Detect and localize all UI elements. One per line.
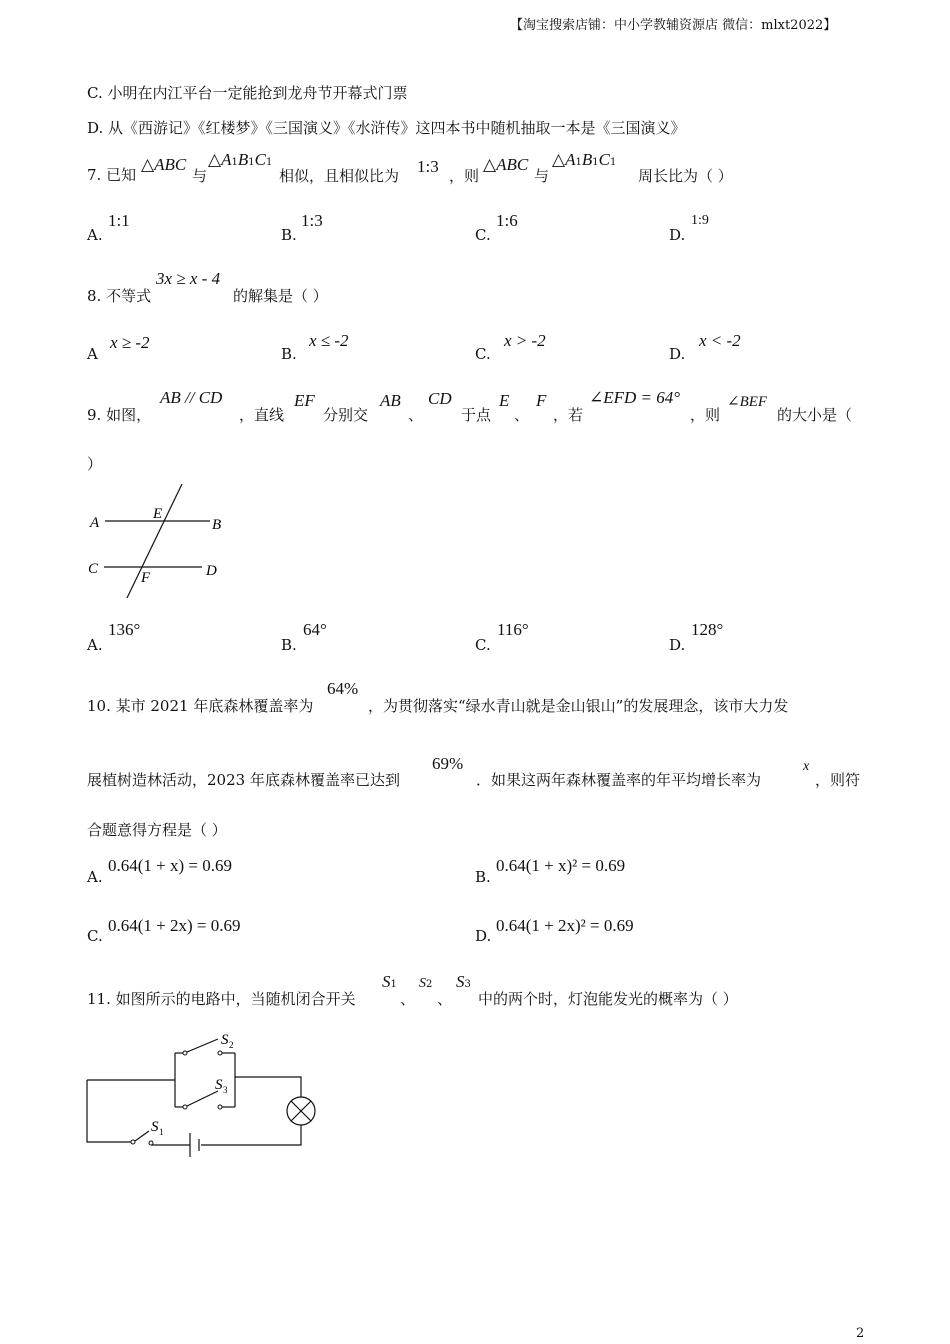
label-f: F <box>141 570 151 586</box>
q7-with: 与 <box>192 167 208 185</box>
q9-point-f: F <box>536 391 547 410</box>
s2-contact-right <box>218 1051 222 1055</box>
s3-contact-left <box>183 1105 187 1109</box>
wire-left <box>87 1080 131 1142</box>
q7-option-d-label: D. <box>669 226 686 244</box>
q9-option-d-label: D. <box>669 636 686 654</box>
q7-option-a-label: A. <box>87 226 103 244</box>
q9-ef: EF <box>294 391 315 410</box>
q10-text-3: ．如果这两年森林覆盖率的年平均增长率为 <box>476 771 762 789</box>
q8-option-a-label: A <box>87 345 98 363</box>
q10-option-b-value: 0.64(1 + x)² = 0.69 <box>496 856 626 875</box>
label-s2-sub: 2 <box>229 1040 234 1050</box>
q9-figure <box>85 478 235 603</box>
q9-text-at: 于点 <box>461 406 492 424</box>
q10-text-1: ，为贯彻落实“绿水青山就是金山银山”的发展理念，该市大力发 <box>368 697 789 715</box>
q9-option-c-label: C. <box>475 636 491 654</box>
q11-switch-s1: S1 <box>382 972 397 991</box>
q7-option-c-label: C. <box>475 226 491 244</box>
q9-text-then: ，则 <box>690 406 721 424</box>
q8-option-b-value: x ≤ -2 <box>309 331 349 350</box>
q7-text-then: ，则 <box>449 167 480 185</box>
label-e: E <box>153 506 163 522</box>
q7-with-2: 与 <box>534 167 550 185</box>
q9-number: 9. 如图， <box>87 406 152 424</box>
q9-option-a-label: A. <box>87 636 103 654</box>
q10-text-4: ，则符 <box>815 771 861 789</box>
q7-number: 7. 已知 <box>87 166 137 184</box>
q7-ratio: 1:3 <box>417 157 439 176</box>
q7-triangle-abc: △ABC <box>141 155 187 174</box>
q7-option-b-label: B. <box>281 226 297 244</box>
q10-number: 10. 某市 2021 年底森林覆盖率为 <box>87 697 314 715</box>
q8-option-c-label: C. <box>475 345 491 363</box>
page-number: 2 <box>856 1326 865 1341</box>
q6-option-c: C. 小明在内江平台一定能抢到龙舟节开幕式门票 <box>87 84 408 102</box>
s1-blade <box>135 1131 149 1141</box>
label-c: C <box>88 561 99 577</box>
q7-triangle-abc-2: △ABC <box>483 155 529 174</box>
label-s2: S <box>221 1032 229 1048</box>
q11-switch-s2: S2 <box>419 976 433 991</box>
q8-option-a-value: x ≥ -2 <box>110 333 150 352</box>
q10-percent-64: 64% <box>327 679 359 698</box>
q9-tail-close: ） <box>87 455 103 473</box>
q6-option-d: D. 从《西游记》《红楼梦》《三国演义》《水浒传》这四本书中随机抽取一本是《三国演义》 <box>87 119 686 137</box>
q9-option-b-value: 64° <box>303 620 327 639</box>
q10-option-d-label: D. <box>475 927 492 945</box>
wire-top-right <box>235 1077 301 1097</box>
page-header: 【淘宝搜索店铺：中小学教辅资源店 微信：mlxt2022】 <box>510 18 837 33</box>
q7-triangle-a1b1c1: △A1B1C1 <box>208 150 273 169</box>
label-s1: S <box>151 1119 159 1135</box>
q8-option-c-value: x > -2 <box>504 331 546 350</box>
q10-variable-x: x <box>803 759 810 774</box>
label-s1-sub: 1 <box>159 1127 164 1137</box>
q11-switch-s3: S3 <box>456 972 471 991</box>
q10-option-b-label: B. <box>475 868 491 886</box>
q9-option-c-value: 116° <box>497 620 529 639</box>
q10-option-d-value: 0.64(1 + 2x)² = 0.69 <box>496 916 634 935</box>
q10-percent-69: 69% <box>432 754 464 773</box>
q8-number: 8. 不等式 <box>87 287 152 305</box>
q8-option-d-label: D. <box>669 345 686 363</box>
q9-option-a-value: 136° <box>108 620 141 639</box>
q9-cd: CD <box>428 389 452 408</box>
q7-option-b-value: 1:3 <box>301 211 323 230</box>
q9-sep-1: 、 <box>408 406 424 424</box>
q9-text-line: ，直线 <box>239 406 285 424</box>
q9-angle-efd: ∠EFD = 64° <box>589 388 681 407</box>
q10-option-a-label: A. <box>87 868 103 886</box>
q9-text-intersect: 分别交 <box>323 406 369 424</box>
q9-parallel: AB // CD <box>160 388 223 407</box>
q10-text-5: 合题意得方程是（ ） <box>87 821 227 839</box>
s2-blade <box>187 1039 218 1052</box>
q9-text-if: ，若 <box>553 406 584 424</box>
label-a: A <box>90 515 100 531</box>
q10-option-c-label: C. <box>87 927 103 945</box>
q8-option-b-label: B. <box>281 345 297 363</box>
q10-option-a-value: 0.64(1 + x) = 0.69 <box>108 856 232 875</box>
q9-point-e: E <box>499 391 510 410</box>
s1-contact-right <box>149 1141 153 1145</box>
q7-option-d-value: 1:9 <box>691 213 709 228</box>
q11-tail: 中的两个时，灯泡能发光的概率为（ ） <box>478 990 738 1008</box>
q11-sep-1: 、 <box>400 990 416 1008</box>
q7-triangle-a1b1c1-2: △A1B1C1 <box>552 150 617 169</box>
q7-option-a-value: 1:1 <box>108 211 130 230</box>
q10-text-2: 展植树造林活动，2023 年底森林覆盖率已达到 <box>87 771 400 789</box>
s3-contact-right <box>218 1105 222 1109</box>
q8-inequality: 3x ≥ x - 4 <box>156 269 221 288</box>
q10-option-c-value: 0.64(1 + 2x) = 0.69 <box>108 916 241 935</box>
label-d: D <box>206 563 217 579</box>
q7-tail: 周长比为（ ） <box>638 167 733 185</box>
s1-contact-left <box>131 1140 135 1144</box>
wire-bottom-right <box>201 1125 301 1145</box>
q9-angle-bef: ∠BEF <box>727 394 768 410</box>
q9-ab: AB <box>380 391 401 410</box>
s3-blade <box>187 1091 218 1106</box>
label-b: B <box>212 517 222 533</box>
q8-option-d-value: x < -2 <box>699 331 741 350</box>
q7-text-similar: 相似，且相似比为 <box>279 167 400 185</box>
q9-sep-2: 、 <box>514 406 530 424</box>
label-s3-sub: 3 <box>223 1085 228 1095</box>
s2-contact-left <box>183 1051 187 1055</box>
q7-option-c-value: 1:6 <box>496 211 518 230</box>
q9-option-d-value: 128° <box>691 620 724 639</box>
label-s3: S <box>215 1077 223 1093</box>
q9-option-b-label: B. <box>281 636 297 654</box>
q11-circuit-figure <box>85 1025 325 1165</box>
q11-sep-2: 、 <box>437 990 453 1008</box>
q9-tail: 的大小是（ <box>777 406 853 424</box>
q11-number: 11. 如图所示的电路中，当随机闭合开关 <box>87 990 356 1008</box>
q8-tail: 的解集是（ ） <box>233 287 328 305</box>
line-ef <box>127 484 182 598</box>
